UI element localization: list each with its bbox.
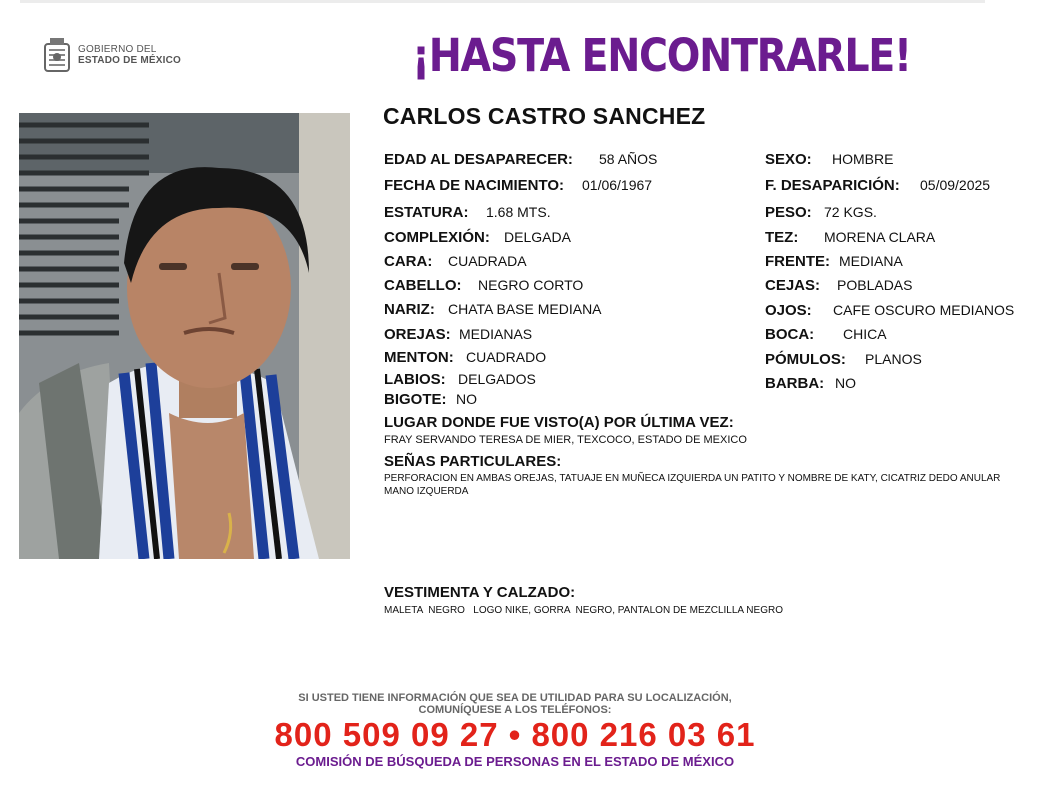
field-label: BARBA: <box>765 375 825 392</box>
commission-name: COMISIÓN DE BÚSQUEDA DE PERSONAS EN EL ESTADO DE MÉXICO <box>295 754 735 769</box>
field-label: CABELLO: <box>384 277 462 294</box>
clothing-title: VESTIMENTA Y CALZADO: <box>384 584 576 601</box>
field-value: HOMBRE <box>832 151 894 167</box>
field-row <box>765 302 1015 319</box>
field-value: NEGRO CORTO <box>478 277 584 293</box>
field-label: NARIZ: <box>384 301 435 318</box>
field-value: POBLADAS <box>837 277 913 293</box>
field-label: PESO: <box>765 204 812 221</box>
person-photo <box>19 113 350 559</box>
field-label: SEXO: <box>765 151 812 168</box>
field-row <box>384 229 571 246</box>
field-row <box>384 253 527 270</box>
field-row <box>384 177 653 194</box>
field-value: CUADRADO <box>466 349 547 365</box>
field-value: 01/06/1967 <box>582 177 653 193</box>
field-row <box>384 151 658 168</box>
field-value: CUADRADA <box>448 253 527 269</box>
field-row <box>384 326 533 343</box>
field-value: NO <box>456 391 477 407</box>
field-row <box>384 204 551 221</box>
field-row <box>765 204 877 221</box>
field-row <box>765 253 903 270</box>
field-label: OJOS: <box>765 302 812 319</box>
logo-line-1: GOBIERNO DEL <box>78 44 157 55</box>
field-label: LABIOS: <box>384 371 446 388</box>
field-label: EDAD AL DESAPARECER: <box>384 151 573 168</box>
field-label: FECHA DE NACIMIENTO: <box>384 177 564 194</box>
marks-title: SEÑAS PARTICULARES: <box>384 453 562 470</box>
field-label: OREJAS: <box>384 326 451 343</box>
field-row <box>765 326 887 343</box>
top-rule <box>20 0 985 3</box>
headline: ¡HASTA ENCONTRARLE! <box>412 29 911 82</box>
field-value: CHICA <box>843 326 887 342</box>
logo-line-2: ESTADO DE MÉXICO <box>78 55 182 66</box>
field-row <box>384 349 547 366</box>
field-value: CAFE OSCURO MEDIANOS <box>833 302 1015 318</box>
field-row <box>384 371 536 388</box>
field-row <box>384 391 477 408</box>
field-value: 58 AÑOS <box>599 151 658 167</box>
government-logo <box>42 36 181 74</box>
field-value: 05/09/2025 <box>920 177 991 193</box>
field-label: BIGOTE: <box>384 391 447 408</box>
field-value: 72 KGS. <box>824 204 877 220</box>
field-label: BOCA: <box>765 326 815 343</box>
field-row <box>765 151 894 168</box>
field-row <box>765 277 913 294</box>
field-row <box>765 229 936 246</box>
clothing-text: MALETA NEGRO LOGO NIKE, GORRA NEGRO, PANTALON DE MEZCLILLA NEGRO <box>384 605 783 616</box>
field-row <box>765 375 856 392</box>
field-label: TEZ: <box>765 229 799 246</box>
field-value: DELGADA <box>504 229 571 245</box>
field-row <box>384 301 602 318</box>
footer-line-2: COMUNÍQUESE A LOS TELÉFONOS: <box>418 704 612 716</box>
person-name: CARLOS CASTRO SANCHEZ <box>383 103 706 129</box>
field-label: F. DESAPARICIÓN: <box>765 177 900 194</box>
logo-text <box>78 44 181 66</box>
field-label: MENTON: <box>384 349 454 366</box>
field-value: DELGADOS <box>458 371 536 387</box>
field-label: CEJAS: <box>765 277 821 294</box>
photo-illustration <box>19 113 350 559</box>
marks-text: PERFORACION EN AMBAS OREJAS, TATUAJE EN MUÑECA IZQUIERDA UN PATITO Y NOMBRE DE KATY, CICATRIZ DEDO ANULAR MANO IZQUERDA <box>384 473 1001 497</box>
field-label: ESTATURA: <box>384 204 469 221</box>
last-seen-title: LUGAR DONDE FUE VISTO(A) POR ÚLTIMA VEZ: <box>384 414 734 431</box>
field-value: MEDIANA <box>839 253 903 269</box>
footer-line-1: SI USTED TIENE INFORMACIÓN QUE SEA DE UTILIDAD PARA SU LOCALIZACIÓN, <box>298 692 732 704</box>
field-label: FRENTE: <box>765 253 830 270</box>
field-row <box>765 177 991 194</box>
field-value: MORENA CLARA <box>824 229 936 245</box>
field-value: MEDIANAS <box>459 326 533 342</box>
field-row <box>384 277 584 294</box>
field-value: CHATA BASE MEDIANA <box>448 301 602 317</box>
field-label: PÓMULOS: <box>765 351 846 368</box>
field-label: COMPLEXIÓN: <box>384 229 490 246</box>
coat-of-arms-icon <box>42 36 72 74</box>
field-value: NO <box>835 375 856 391</box>
field-label: CARA: <box>384 253 433 270</box>
field-value: PLANOS <box>865 351 922 367</box>
field-row <box>765 351 922 368</box>
last-seen-text: FRAY SERVANDO TERESA DE MIER, TEXCOCO, ESTADO DE MEXICO <box>384 434 747 446</box>
field-value: 1.68 MTS. <box>486 204 551 220</box>
phone-numbers[interactable]: 800 509 09 27 • 800 216 03 61 <box>274 716 756 753</box>
